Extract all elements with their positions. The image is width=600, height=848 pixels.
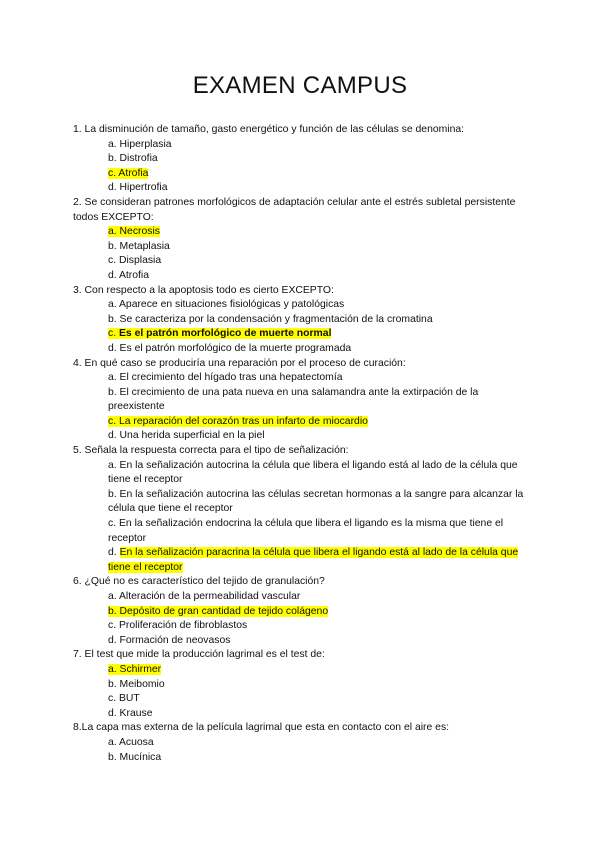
highlighted-answer: Es el patrón morfológico de muerte normal [118, 328, 332, 340]
option-2a [108, 225, 533, 240]
highlighted-answer: c. La reparación del corazón tras un infarto de miocardio [108, 415, 368, 427]
option-1b: b. Distrofia [108, 153, 158, 165]
option-4d: d. Una herida superficial en la piel [108, 430, 265, 442]
option-5c: c. En la señalización endocrina la célula que libera el ligando es la misma que tiene el receptor [108, 518, 504, 544]
option-3d: d. Es el patrón morfológico de la muerte programada [108, 342, 352, 354]
highlighted-answer: b. Depósito de gran cantidad de tejido colágeno [108, 605, 329, 617]
highlighted-answer: a. Necrosis [108, 226, 160, 238]
option-6a: a. Alteración de la permeabilidad vascular [108, 591, 301, 602]
question-4: 4. En qué caso se produciría una reparación por el proceso de curación: [73, 357, 406, 369]
option-2b: b. Metaplasia [108, 240, 170, 252]
option-6b [108, 605, 533, 620]
option-7c: c. BUT [108, 693, 140, 705]
highlighted-answer: c. Atrofia [108, 167, 149, 179]
exam-content [73, 123, 533, 765]
question-5: 5. Señala la respuesta correcta para el tipo de señalización: [73, 445, 349, 457]
option-3c-letter: c. [108, 328, 119, 340]
option-3c [108, 327, 533, 342]
option-7d: d. Krause [108, 707, 153, 719]
option-5b: b. En la señalización autocrina las células secretan hormonas a la sangre para alcanzar la célula que tiene el receptor [108, 488, 524, 515]
highlighted-answer: En la señalización paracrina la célula que libera el ligando está al lado de la célula que tiene el receptor [108, 547, 519, 573]
option-6d: d. Formación de neovasos [108, 634, 231, 646]
option-1c [108, 167, 533, 182]
question-7: 7. El test que mide la producción lagrimal es el test de: [73, 649, 325, 661]
option-4b: b. El crecimiento de una pata nueva en una salamandra ante la extirpación de la preexistente [108, 386, 479, 413]
question-3: 3. Con respecto a la apoptosis todo es cierto EXCEPTO: [73, 284, 334, 296]
option-7b: b. Meibomio [108, 678, 165, 690]
question-2: 2. Se consideran patrones morfológicos de adaptación celular ante el estrés subletal persistente todos EXCEPTO: [73, 196, 516, 223]
option-3b: b. Se caracteriza por la condensación y fragmentación de la cromatina [108, 313, 433, 325]
option-5d [108, 546, 533, 575]
option-1a: a. Hiperplasia [108, 138, 172, 150]
question-6: 6. ¿Qué no es característico del tejido de granulación? [73, 576, 325, 588]
option-5a: a. En la señalización autocrina la célula que libera el ligando está al lado de la célula que tiene el receptor [108, 459, 518, 486]
option-8b: b. Mucínica [108, 751, 162, 763]
page-title: EXAMEN CAMPUS [192, 72, 408, 99]
option-1d: d. Hipertrofia [108, 182, 168, 194]
option-7a [108, 663, 533, 678]
option-8a: a. Acuosa [108, 736, 154, 748]
option-3a: a. Aparece en situaciones fisiológicas y patológicas [108, 299, 345, 311]
option-4c [108, 415, 533, 430]
option-4a: a. El crecimiento del hígado tras una hepatectomía [108, 372, 343, 384]
highlighted-answer: a. Schirmer [108, 663, 162, 675]
question-1: 1. La disminución de tamaño, gasto energético y función de las células se denomina: [73, 124, 465, 135]
option-5d-letter: d. [108, 547, 120, 559]
option-2d: d. Atrofia [108, 269, 150, 281]
option-2c: c. Displasia [108, 255, 162, 267]
question-8: 8.La capa mas externa de la película lagrimal que esta en contacto con el aire es: [73, 722, 450, 734]
option-6c: c. Proliferación de fibroblastos [108, 620, 248, 632]
